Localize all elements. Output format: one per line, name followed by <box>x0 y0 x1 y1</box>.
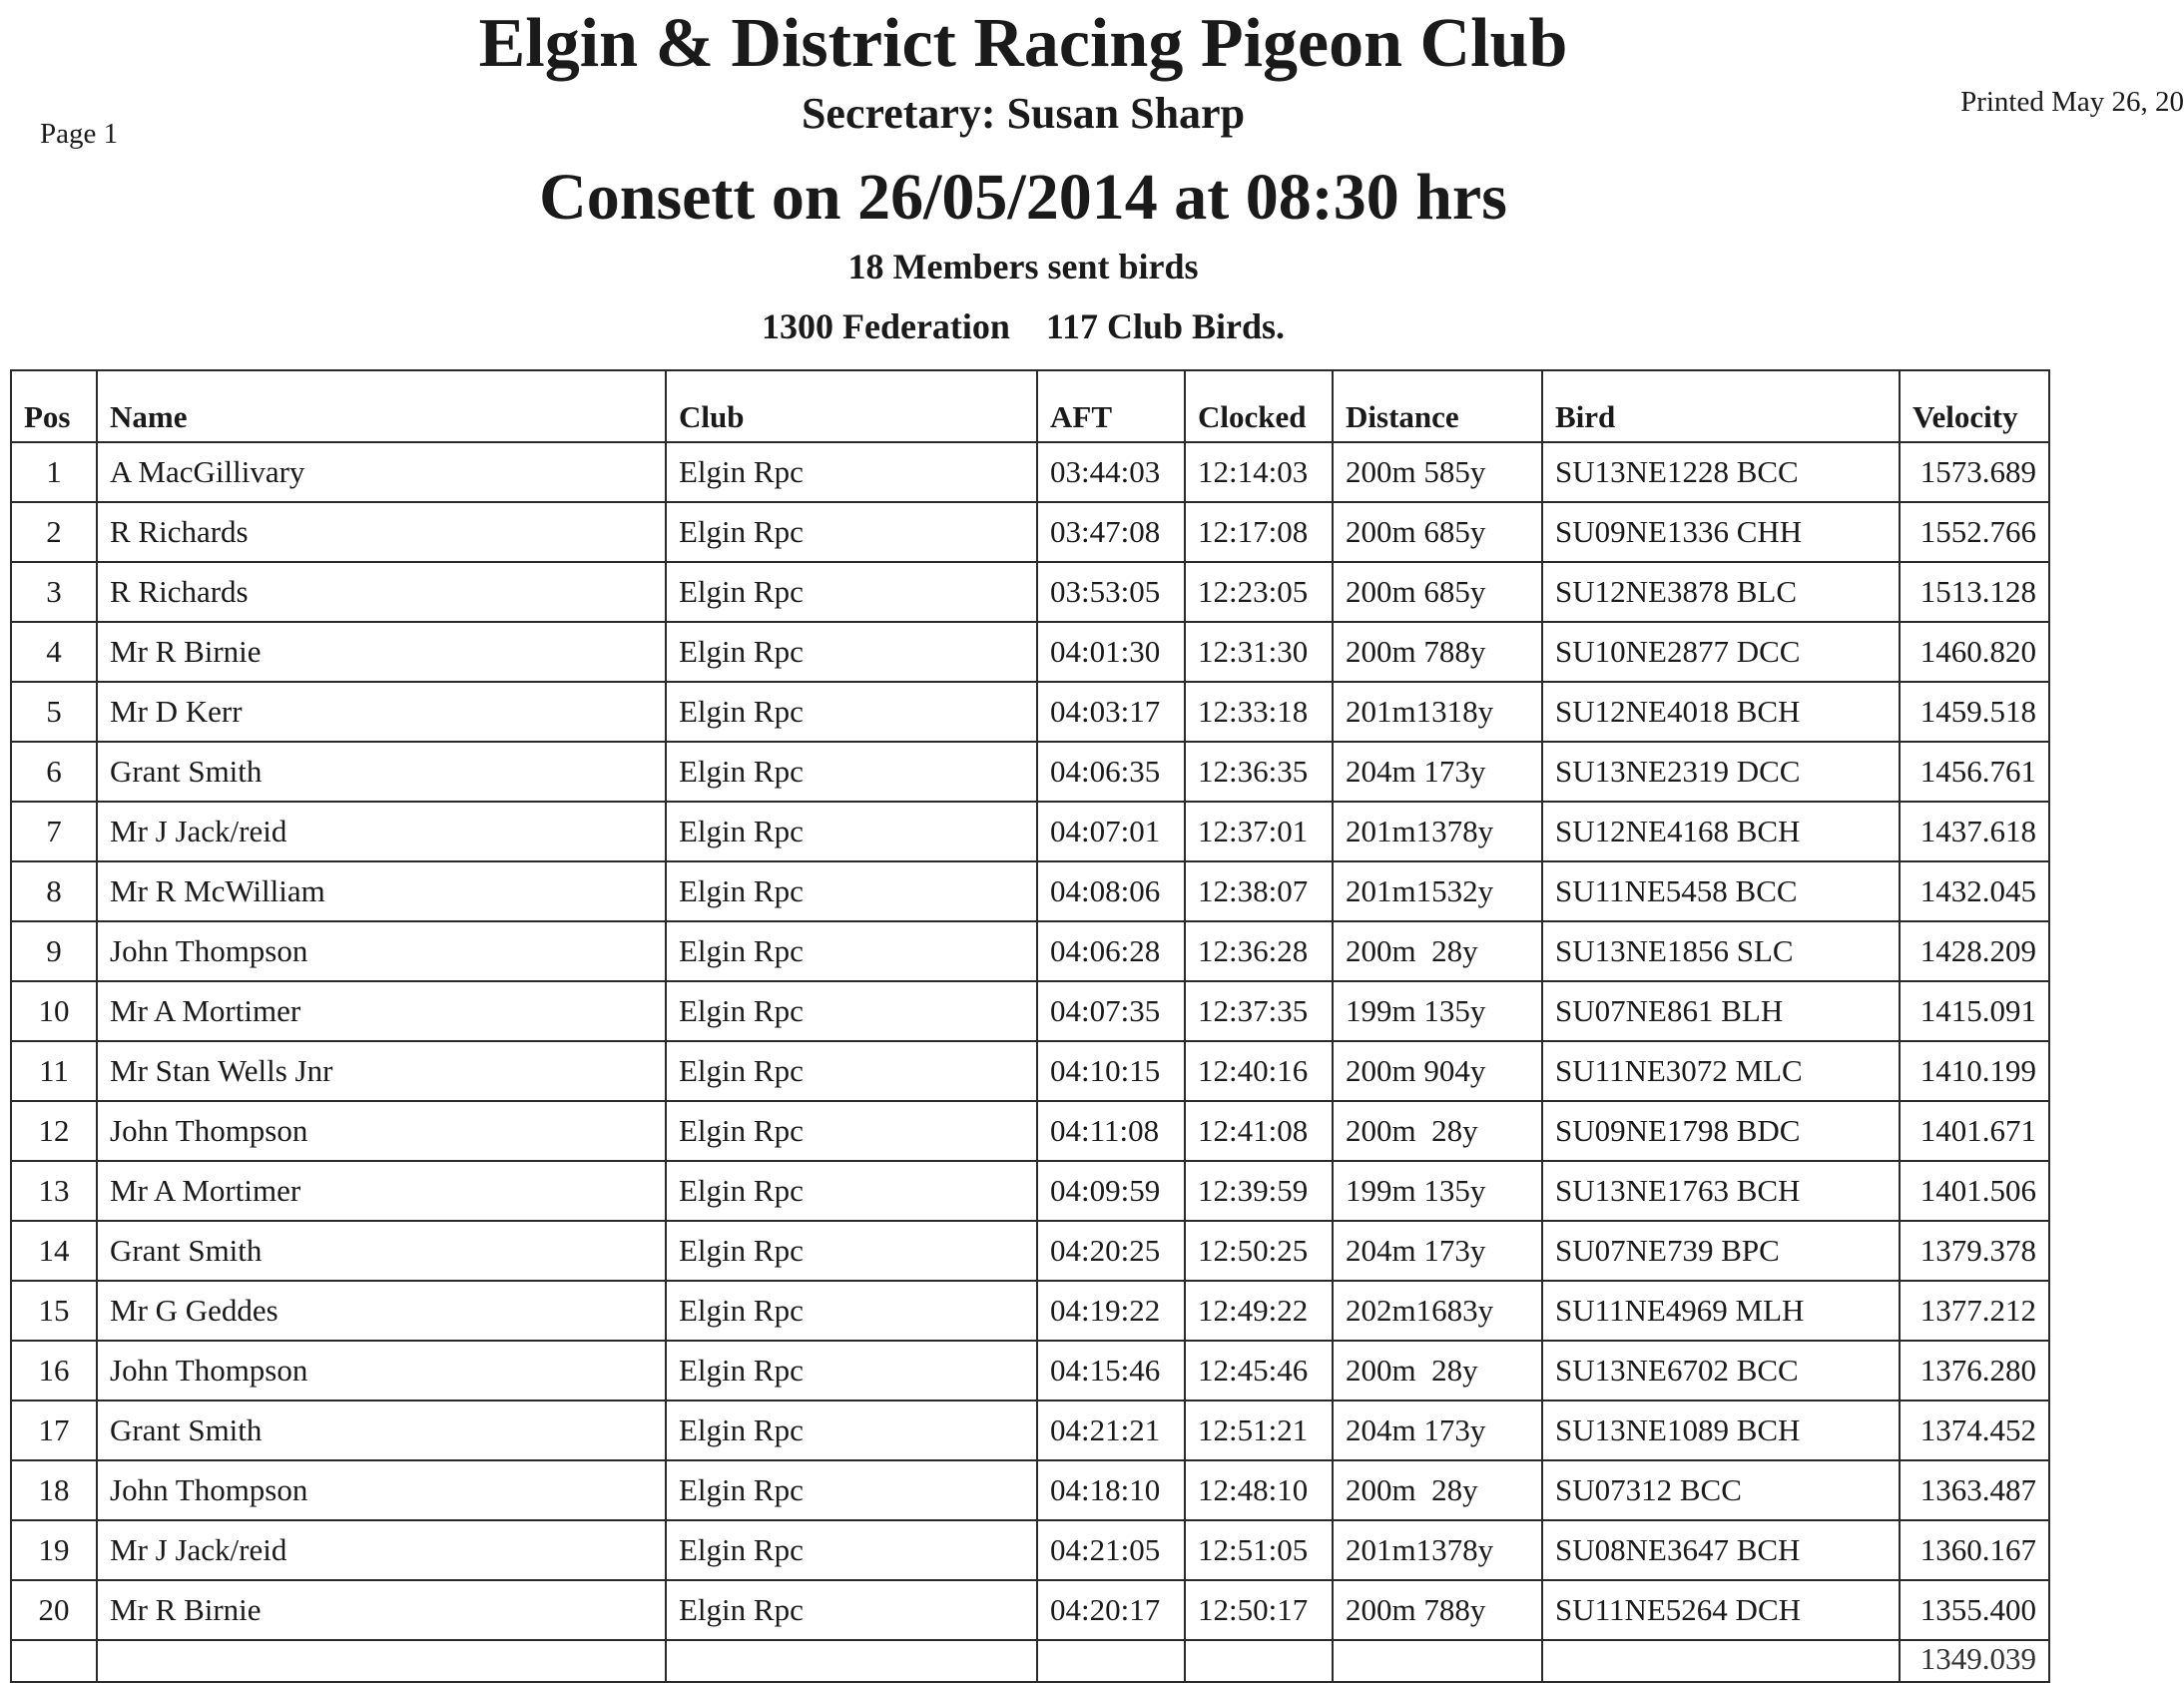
cell-club: Elgin Rpc <box>666 802 1037 861</box>
cell-bird: SU11NE3072 MLC <box>1542 1041 1900 1101</box>
cell-aft: 04:07:35 <box>1037 981 1185 1041</box>
table-row <box>11 1161 2049 1221</box>
cell-pos: 4 <box>11 622 97 682</box>
table-row <box>11 1221 2049 1281</box>
cell-bird: SU11NE4969 MLH <box>1542 1281 1900 1341</box>
cell-club: Elgin Rpc <box>666 1520 1037 1580</box>
cell-club: Elgin Rpc <box>666 1101 1037 1161</box>
results-body <box>11 442 2049 1682</box>
cell-velocity: 1355.400 <box>1900 1580 2049 1640</box>
cell-pos: 1 <box>11 442 97 502</box>
cell-aft: 04:20:25 <box>1037 1221 1185 1281</box>
cell-distance: 200m 28y <box>1333 921 1542 981</box>
table-row <box>11 1401 2049 1460</box>
cell-club: Elgin Rpc <box>666 1161 1037 1221</box>
cell-club: Elgin Rpc <box>666 442 1037 502</box>
cell-velocity: 1360.167 <box>1900 1520 2049 1580</box>
cell-velocity: 1410.199 <box>1900 1041 2049 1101</box>
cell-club: Elgin Rpc <box>666 1041 1037 1101</box>
cell-bird: SU07NE739 BPC <box>1542 1221 1900 1281</box>
table-row <box>11 502 2049 562</box>
cell-bird: SU13NE1856 SLC <box>1542 921 1900 981</box>
column-header-clocked: Clocked <box>1185 370 1333 442</box>
cell-club: Elgin Rpc <box>666 682 1037 742</box>
cell-distance: 201m1318y <box>1333 682 1542 742</box>
cell-aft: 04:10:15 <box>1037 1041 1185 1101</box>
cell-club: Elgin Rpc <box>666 502 1037 562</box>
cell-clocked: 12:36:35 <box>1185 742 1333 802</box>
cell-velocity: 1432.045 <box>1900 861 2049 921</box>
cell-pos: 6 <box>11 742 97 802</box>
cell-aft: 03:44:03 <box>1037 442 1185 502</box>
cell-velocity: 1401.506 <box>1900 1161 2049 1221</box>
cell-name: Mr R Birnie <box>97 1580 666 1640</box>
cell-name: Mr R McWilliam <box>97 861 666 921</box>
cell-aft: 03:47:08 <box>1037 502 1185 562</box>
column-header-club: Club <box>666 370 1037 442</box>
cell-distance: 204m 173y <box>1333 1221 1542 1281</box>
cell-distance <box>1333 1640 1542 1682</box>
cell-pos: 18 <box>11 1460 97 1520</box>
cell-aft <box>1037 1640 1185 1682</box>
cell-velocity: 1459.518 <box>1900 682 2049 742</box>
cell-bird: SU12NE3878 BLC <box>1542 562 1900 622</box>
column-header-velocity: Velocity <box>1900 370 2049 442</box>
cell-velocity: 1552.766 <box>1900 502 2049 562</box>
cell-name: John Thompson <box>97 1460 666 1520</box>
cell-clocked: 12:51:21 <box>1185 1401 1333 1460</box>
table-row <box>11 1101 2049 1161</box>
column-header-name: Name <box>97 370 666 442</box>
cell-aft: 04:11:08 <box>1037 1101 1185 1161</box>
column-header-aft: AFT <box>1037 370 1185 442</box>
cell-distance: 201m1378y <box>1333 1520 1542 1580</box>
cell-distance: 200m 904y <box>1333 1041 1542 1101</box>
cell-clocked: 12:31:30 <box>1185 622 1333 682</box>
table-row <box>11 1341 2049 1401</box>
table-row <box>11 742 2049 802</box>
cell-pos: 12 <box>11 1101 97 1161</box>
cell-bird: SU10NE2877 DCC <box>1542 622 1900 682</box>
cell-distance: 201m1378y <box>1333 802 1542 861</box>
cell-aft: 04:19:22 <box>1037 1281 1185 1341</box>
cell-pos: 3 <box>11 562 97 622</box>
cell-distance: 201m1532y <box>1333 861 1542 921</box>
table-row <box>11 921 2049 981</box>
cell-bird: SU09NE1336 CHH <box>1542 502 1900 562</box>
cell-name: John Thompson <box>97 1341 666 1401</box>
cell-name <box>97 1640 666 1682</box>
cell-bird: SU11NE5458 BCC <box>1542 861 1900 921</box>
cell-velocity: 1349.039 <box>1900 1640 2049 1682</box>
cell-bird: SU13NE6702 BCC <box>1542 1341 1900 1401</box>
cell-bird: SU13NE1228 BCC <box>1542 442 1900 502</box>
cell-club: Elgin Rpc <box>666 622 1037 682</box>
cell-club: Elgin Rpc <box>666 981 1037 1041</box>
cell-clocked: 12:51:05 <box>1185 1520 1333 1580</box>
cell-name: Mr J Jack/reid <box>97 802 666 861</box>
cell-bird: SU13NE2319 DCC <box>1542 742 1900 802</box>
table-row <box>11 802 2049 861</box>
cell-pos: 10 <box>11 981 97 1041</box>
cell-aft: 04:06:28 <box>1037 921 1185 981</box>
cell-bird: SU08NE3647 BCH <box>1542 1520 1900 1580</box>
cell-clocked: 12:38:07 <box>1185 861 1333 921</box>
table-row <box>11 562 2049 622</box>
cell-name: Mr D Kerr <box>97 682 666 742</box>
cell-distance: 200m 788y <box>1333 622 1542 682</box>
table-row <box>11 1520 2049 1580</box>
cell-velocity: 1401.671 <box>1900 1101 2049 1161</box>
cell-velocity: 1437.618 <box>1900 802 2049 861</box>
cell-pos: 9 <box>11 921 97 981</box>
cell-velocity: 1428.209 <box>1900 921 2049 981</box>
cell-clocked: 12:23:05 <box>1185 562 1333 622</box>
cell-clocked: 12:36:28 <box>1185 921 1333 981</box>
cell-name: Grant Smith <box>97 742 666 802</box>
cell-bird <box>1542 1640 1900 1682</box>
cell-clocked: 12:39:59 <box>1185 1161 1333 1221</box>
cell-club: Elgin Rpc <box>666 861 1037 921</box>
cell-distance: 204m 173y <box>1333 742 1542 802</box>
cell-pos <box>11 1640 97 1682</box>
cell-clocked: 12:17:08 <box>1185 502 1333 562</box>
cell-bird: SU07312 BCC <box>1542 1460 1900 1520</box>
table-row <box>11 622 2049 682</box>
column-header-distance: Distance <box>1333 370 1542 442</box>
cell-velocity: 1363.487 <box>1900 1460 2049 1520</box>
cell-bird: SU07NE861 BLH <box>1542 981 1900 1041</box>
cell-clocked: 12:14:03 <box>1185 442 1333 502</box>
cell-clocked: 12:49:22 <box>1185 1281 1333 1341</box>
results-table <box>10 369 2050 1683</box>
table-row <box>11 1041 2049 1101</box>
table-row <box>11 1281 2049 1341</box>
cell-pos: 11 <box>11 1041 97 1101</box>
table-row <box>11 1460 2049 1520</box>
table-row <box>11 981 2049 1041</box>
cell-name: John Thompson <box>97 1101 666 1161</box>
cell-velocity: 1573.689 <box>1900 442 2049 502</box>
cell-velocity: 1415.091 <box>1900 981 2049 1041</box>
cell-aft: 04:01:30 <box>1037 622 1185 682</box>
cell-club: Elgin Rpc <box>666 1341 1037 1401</box>
club-title: Elgin & District Racing Pigeon Club <box>478 5 1568 82</box>
cell-distance: 199m 135y <box>1333 981 1542 1041</box>
cell-name: Grant Smith <box>97 1221 666 1281</box>
cell-club: Elgin Rpc <box>666 921 1037 981</box>
cell-distance: 200m 788y <box>1333 1580 1542 1640</box>
table-row <box>11 682 2049 742</box>
cell-name: R Richards <box>97 502 666 562</box>
cell-clocked: 12:45:46 <box>1185 1341 1333 1401</box>
cell-aft: 04:21:21 <box>1037 1401 1185 1460</box>
cell-name: Mr Stan Wells Jnr <box>97 1041 666 1101</box>
cell-club <box>666 1640 1037 1682</box>
cell-club: Elgin Rpc <box>666 1460 1037 1520</box>
cell-clocked: 12:37:35 <box>1185 981 1333 1041</box>
cell-distance: 204m 173y <box>1333 1401 1542 1460</box>
cell-name: Mr A Mortimer <box>97 1161 666 1221</box>
cell-velocity: 1374.452 <box>1900 1401 2049 1460</box>
cell-clocked: 12:33:18 <box>1185 682 1333 742</box>
cell-club: Elgin Rpc <box>666 562 1037 622</box>
cell-aft: 04:03:17 <box>1037 682 1185 742</box>
cell-bird: SU11NE5264 DCH <box>1542 1580 1900 1640</box>
cell-pos: 14 <box>11 1221 97 1281</box>
printed-date: Printed May 26, 20 <box>1960 86 2184 118</box>
cell-name: Mr A Mortimer <box>97 981 666 1041</box>
cell-clocked: 12:50:17 <box>1185 1580 1333 1640</box>
table-row <box>11 861 2049 921</box>
cell-pos: 13 <box>11 1161 97 1221</box>
table-row <box>11 442 2049 502</box>
cell-velocity: 1379.378 <box>1900 1221 2049 1281</box>
cell-distance: 200m 28y <box>1333 1460 1542 1520</box>
cell-velocity: 1376.280 <box>1900 1341 2049 1401</box>
cell-bird: SU12NE4018 BCH <box>1542 682 1900 742</box>
cell-aft: 04:15:46 <box>1037 1341 1185 1401</box>
cell-club: Elgin Rpc <box>666 1281 1037 1341</box>
race-title: Consett on 26/05/2014 at 08:30 hrs <box>539 161 1507 234</box>
cell-name: R Richards <box>97 562 666 622</box>
cell-clocked: 12:50:25 <box>1185 1221 1333 1281</box>
cell-bird: SU13NE1089 BCH <box>1542 1401 1900 1460</box>
cell-distance: 200m 685y <box>1333 502 1542 562</box>
table-row <box>11 1640 2049 1682</box>
cell-aft: 04:09:59 <box>1037 1161 1185 1221</box>
cell-name: Mr G Geddes <box>97 1281 666 1341</box>
secretary-line: Secretary: Susan Sharp <box>801 89 1246 138</box>
cell-aft: 04:06:35 <box>1037 742 1185 802</box>
cell-distance: 199m 135y <box>1333 1161 1542 1221</box>
cell-pos: 8 <box>11 861 97 921</box>
table-header-row <box>11 370 2049 442</box>
cell-velocity: 1460.820 <box>1900 622 2049 682</box>
cell-aft: 04:20:17 <box>1037 1580 1185 1640</box>
cell-velocity: 1377.212 <box>1900 1281 2049 1341</box>
cell-velocity: 1456.761 <box>1900 742 2049 802</box>
cell-pos: 5 <box>11 682 97 742</box>
cell-clocked: 12:41:08 <box>1185 1101 1333 1161</box>
cell-aft: 03:53:05 <box>1037 562 1185 622</box>
cell-bird: SU12NE4168 BCH <box>1542 802 1900 861</box>
cell-clocked: 12:37:01 <box>1185 802 1333 861</box>
cell-aft: 04:21:05 <box>1037 1520 1185 1580</box>
cell-club: Elgin Rpc <box>666 1221 1037 1281</box>
cell-name: John Thompson <box>97 921 666 981</box>
bird-totals: 1300 Federation 117 Club Birds. <box>761 306 1286 346</box>
cell-clocked <box>1185 1640 1333 1682</box>
page-number: Page 1 <box>40 118 119 150</box>
cell-name: Mr J Jack/reid <box>97 1520 666 1580</box>
cell-name: A MacGillivary <box>97 442 666 502</box>
cell-pos: 20 <box>11 1580 97 1640</box>
cell-pos: 19 <box>11 1520 97 1580</box>
table-row <box>11 1580 2049 1640</box>
cell-pos: 16 <box>11 1341 97 1401</box>
cell-distance: 200m 685y <box>1333 562 1542 622</box>
cell-distance: 200m 28y <box>1333 1341 1542 1401</box>
cell-name: Grant Smith <box>97 1401 666 1460</box>
cell-aft: 04:08:06 <box>1037 861 1185 921</box>
cell-clocked: 12:48:10 <box>1185 1460 1333 1520</box>
cell-club: Elgin Rpc <box>666 1401 1037 1460</box>
cell-club: Elgin Rpc <box>666 1580 1037 1640</box>
cell-clocked: 12:40:16 <box>1185 1041 1333 1101</box>
cell-pos: 17 <box>11 1401 97 1460</box>
cell-distance: 200m 585y <box>1333 442 1542 502</box>
cell-velocity: 1513.128 <box>1900 562 2049 622</box>
cell-club: Elgin Rpc <box>666 742 1037 802</box>
cell-pos: 15 <box>11 1281 97 1341</box>
cell-pos: 7 <box>11 802 97 861</box>
members-sent: 18 Members sent birds <box>847 247 1199 286</box>
column-header-bird: Bird <box>1542 370 1900 442</box>
cell-aft: 04:18:10 <box>1037 1460 1185 1520</box>
cell-pos: 2 <box>11 502 97 562</box>
cell-distance: 200m 28y <box>1333 1101 1542 1161</box>
cell-bird: SU09NE1798 BDC <box>1542 1101 1900 1161</box>
cell-distance: 202m1683y <box>1333 1281 1542 1341</box>
cell-name: Mr R Birnie <box>97 622 666 682</box>
cell-aft: 04:07:01 <box>1037 802 1185 861</box>
column-header-pos: Pos <box>11 370 97 442</box>
cell-bird: SU13NE1763 BCH <box>1542 1161 1900 1221</box>
